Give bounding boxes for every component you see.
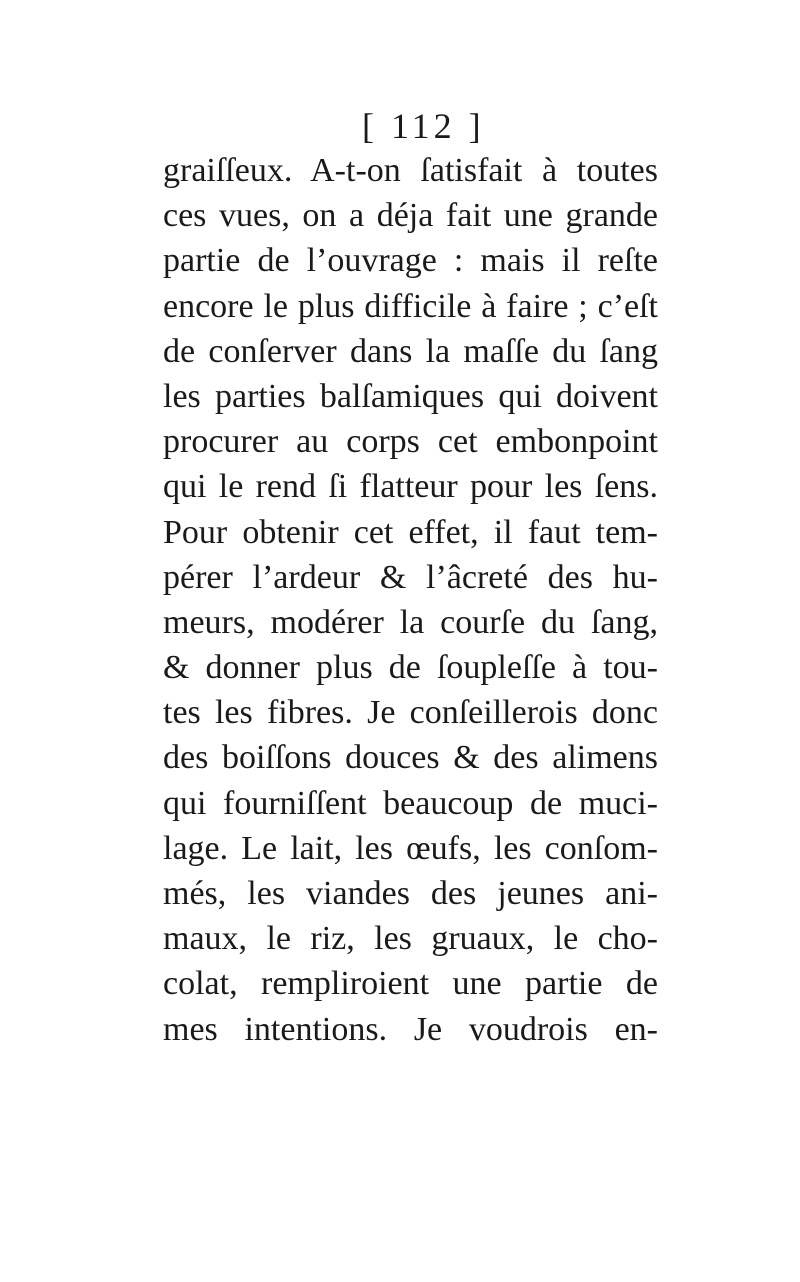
text-line: des boiſſons douces & des alimens [163, 739, 658, 777]
text-line: tes les fibres. Je conſeillerois donc [163, 694, 658, 732]
text-line: encore le plus difficile à faire ; c’eſt [163, 287, 658, 325]
text-line: més, les viandes des jeunes ani- [163, 875, 658, 912]
text-line: Pour obtenir cet effet, il faut tem- [163, 513, 658, 551]
text-line: & donner plus de ſoupleſſe à tou- [163, 649, 658, 687]
text-line: les parties balſamiques qui doivent [163, 377, 658, 415]
text-line: qui fourniſſent beaucoup de muci- [163, 784, 658, 822]
text-line: maux, le riz, les gruaux, le cho- [163, 920, 658, 958]
text-line: partie de l’ouvrage : mais il reſte [163, 242, 658, 280]
text-line: lage. Le lait, les œufs, les conſom- [163, 829, 658, 867]
text-line: de conſerver dans la maſſe du ſang [163, 332, 658, 370]
text-line: procurer au corps cet embonpoint [163, 423, 658, 461]
text-line: mes intentions. Je voudrois en- [163, 1010, 658, 1048]
text-line: pérer l’ardeur & l’âcreté des hu- [163, 558, 658, 596]
text-line: qui le rend ſi flatteur pour les ſens. [163, 468, 658, 506]
text-line: graiſſeux. A-t-on ſatisfait à toutes [163, 152, 658, 189]
page-number: [ 112 ] [362, 106, 485, 146]
text-line: colat, rempliroient une partie de [163, 965, 658, 1003]
text-line: ces vues, on a déja fait une grande [163, 197, 658, 235]
text-line: meurs, modérer la courſe du ſang, [163, 603, 658, 641]
body-text [163, 148, 658, 1052]
